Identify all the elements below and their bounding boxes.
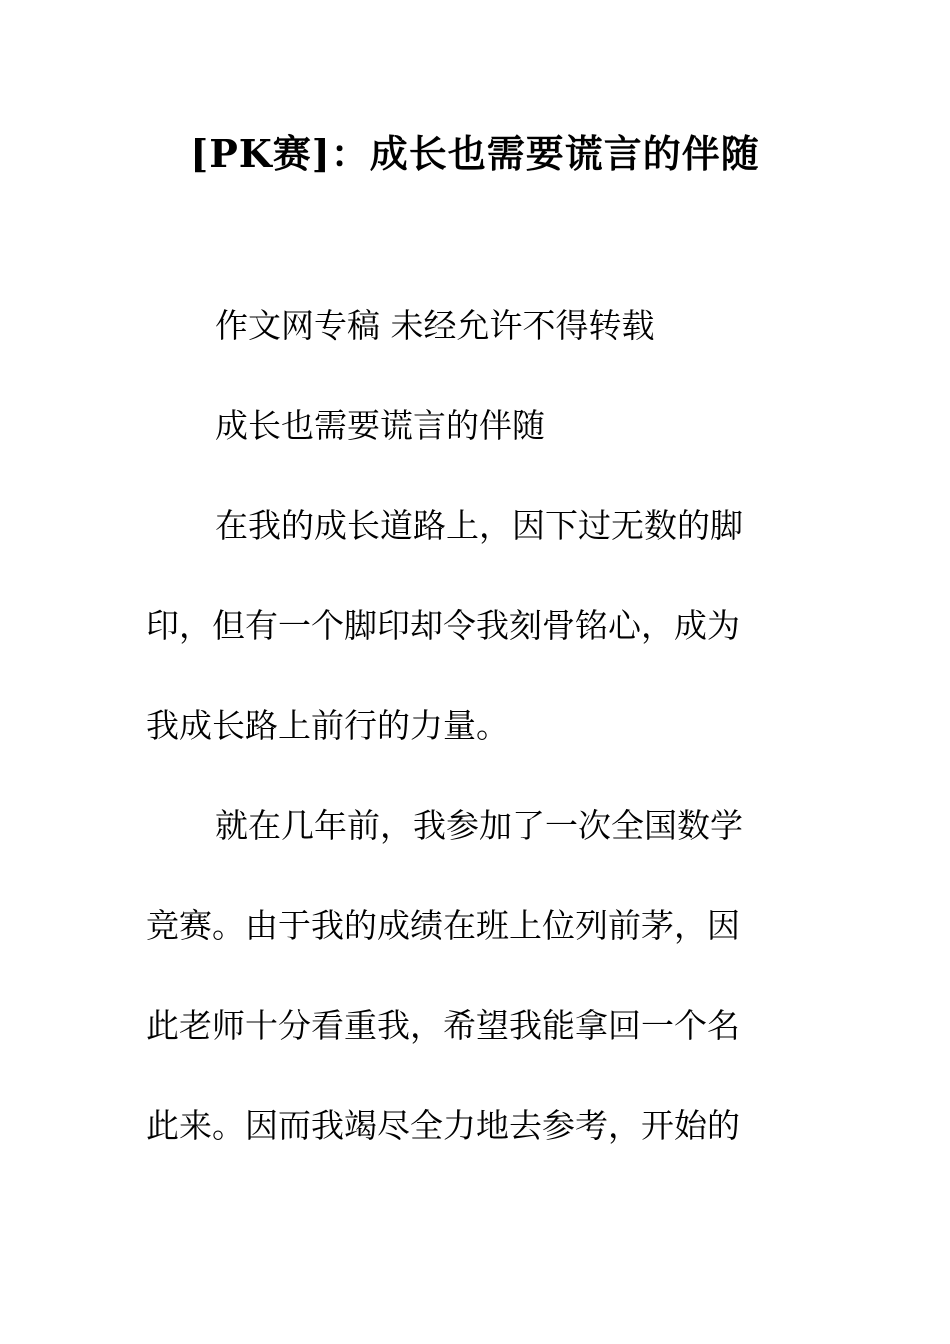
document-title: [PK赛]：成长也需要谎言的伴随 <box>190 131 760 176</box>
text-line: 我成长路上前行的力量。 <box>146 706 509 745</box>
text-line: 印，但有一个脚印却令我刻骨铭心，成为 <box>146 606 740 645</box>
text-line: 此来。因而我竭尽全力地去参考，开始的 <box>146 1106 740 1145</box>
text-line: 就在几年前，我参加了一次全国数学 <box>215 806 743 845</box>
text-line: 此老师十分看重我，希望我能拿回一个名 <box>146 1006 740 1045</box>
text-line: 在我的成长道路上，因下过无数的脚 <box>215 506 743 545</box>
text-line: 作文网专稿 未经允许不得转载 <box>215 306 655 345</box>
text-line: 成长也需要谎言的伴随 <box>215 406 545 445</box>
text-line: 竞赛。由于我的成绩在班上位列前茅，因 <box>146 906 740 945</box>
